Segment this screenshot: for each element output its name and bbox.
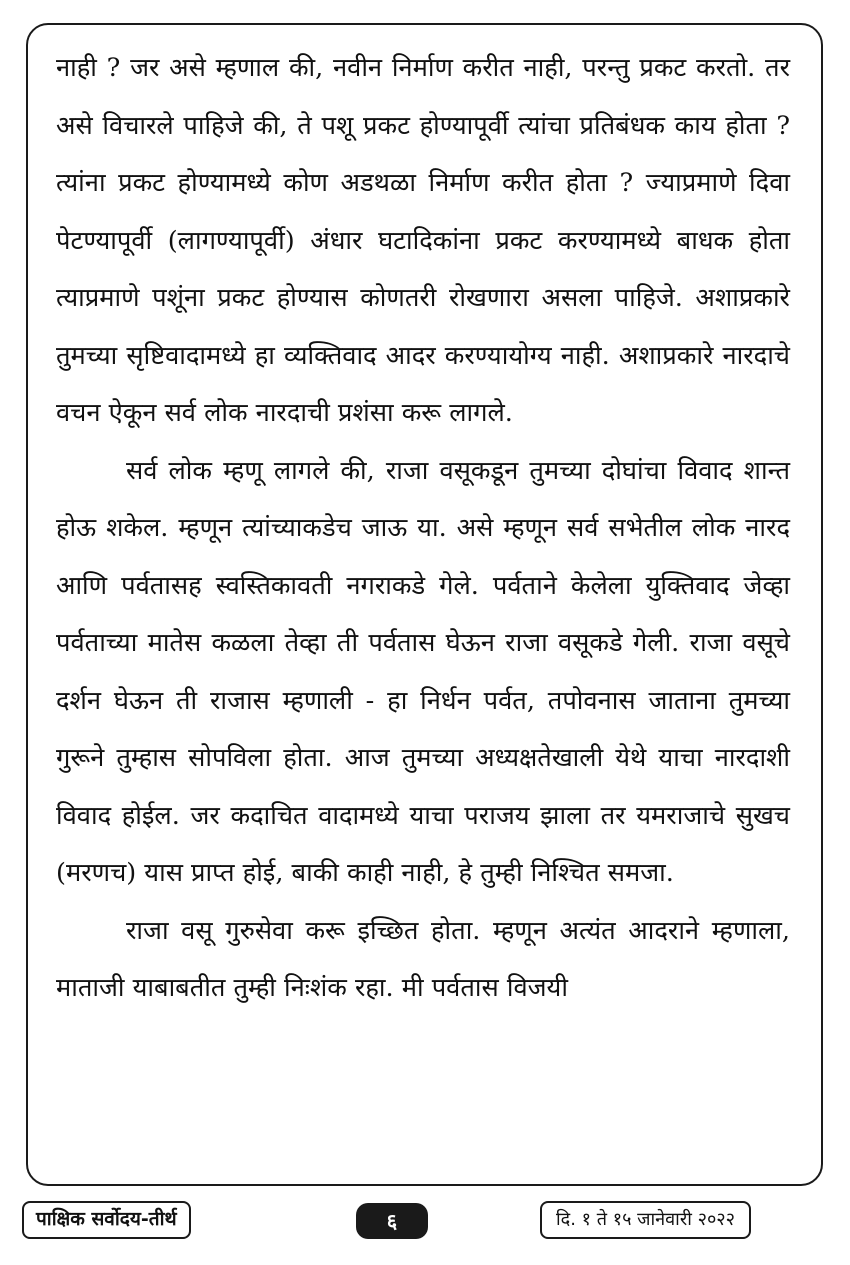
- publication-name-box: पाक्षिक सर्वोदय-तीर्थ: [22, 1201, 191, 1239]
- issue-date-box: दि. १ ते १५ जानेवारी २०२२: [540, 1201, 751, 1239]
- paragraph-1: नाही ? जर असे म्हणाल की, नवीन निर्माण करीत नाही, परन्तु प्रकट करतो. तर असे विचारले पाहिजे की, ते पशू प्रकट होण्यापूर्वी त्यांचा प्रतिबंधक काय होता ? त्यांना प्रकट होण्यामध्ये कोण अडथळा निर्माण करीत होता ? ज्याप्रमाणे दिवा पेटण्यापूर्वी (लागण्यापूर्वी) अंधार घटादिकांना प्रकट करण्यामध्ये बाधक होता त्याप्रमाणे पशूंना प्रकट होण्यास कोणतरी रोखणारा असला पाहिजे. अशाप्रकारे तुमच्या सृष्टिवादामध्ये हा व्यक्तिवाद आदर करण्यायोग्य नाही. अशाप्रकारे नारदाचे वचन ऐकून सर्व लोक नारदाची प्रशंसा करू लागले.: [56, 53, 790, 428]
- page-body-text: [56, 40, 790, 1018]
- paragraph-3: राजा वसू गुरुसेवा करू इच्छित होता. म्हणून अत्यंत आदराने म्हणाला, माताजी याबाबतीत तुम्ही निःशंक रहा. मी पर्वतास विजयी: [56, 915, 790, 1003]
- paragraph-2: सर्व लोक म्हणू लागले की, राजा वसूकडून तुमच्या दोघांचा विवाद शान्त होऊ शकेल. म्हणून त्यांच्याकडेच जाऊ या. असे म्हणून सर्व सभेतील लोक नारद आणि पर्वतासह स्वस्तिकावती नगराकडे गेले. पर्वताने केलेला युक्तिवाद जेव्हा पर्वताच्या मातेस कळला तेव्हा ती पर्वतास घेऊन राजा वसूकडे गेली. राजा वसूचे दर्शन घेऊन ती राजास म्हणाली - हा निर्धन पर्वत, तपोवनास जाताना तुमच्या गुरूने तुम्हास सोपविला होता. आज तुमच्या अध्यक्षतेखाली येथे याचा नारदाशी विवाद होईल. जर कदाचित वादामध्ये याचा पराजय झाला तर यमराजाचे सुखच (मरणच) यास प्राप्त होई, बाकी काही नाही, हे तुम्ही निश्चित समजा.: [56, 455, 790, 888]
- page-number-badge: ६: [356, 1203, 428, 1239]
